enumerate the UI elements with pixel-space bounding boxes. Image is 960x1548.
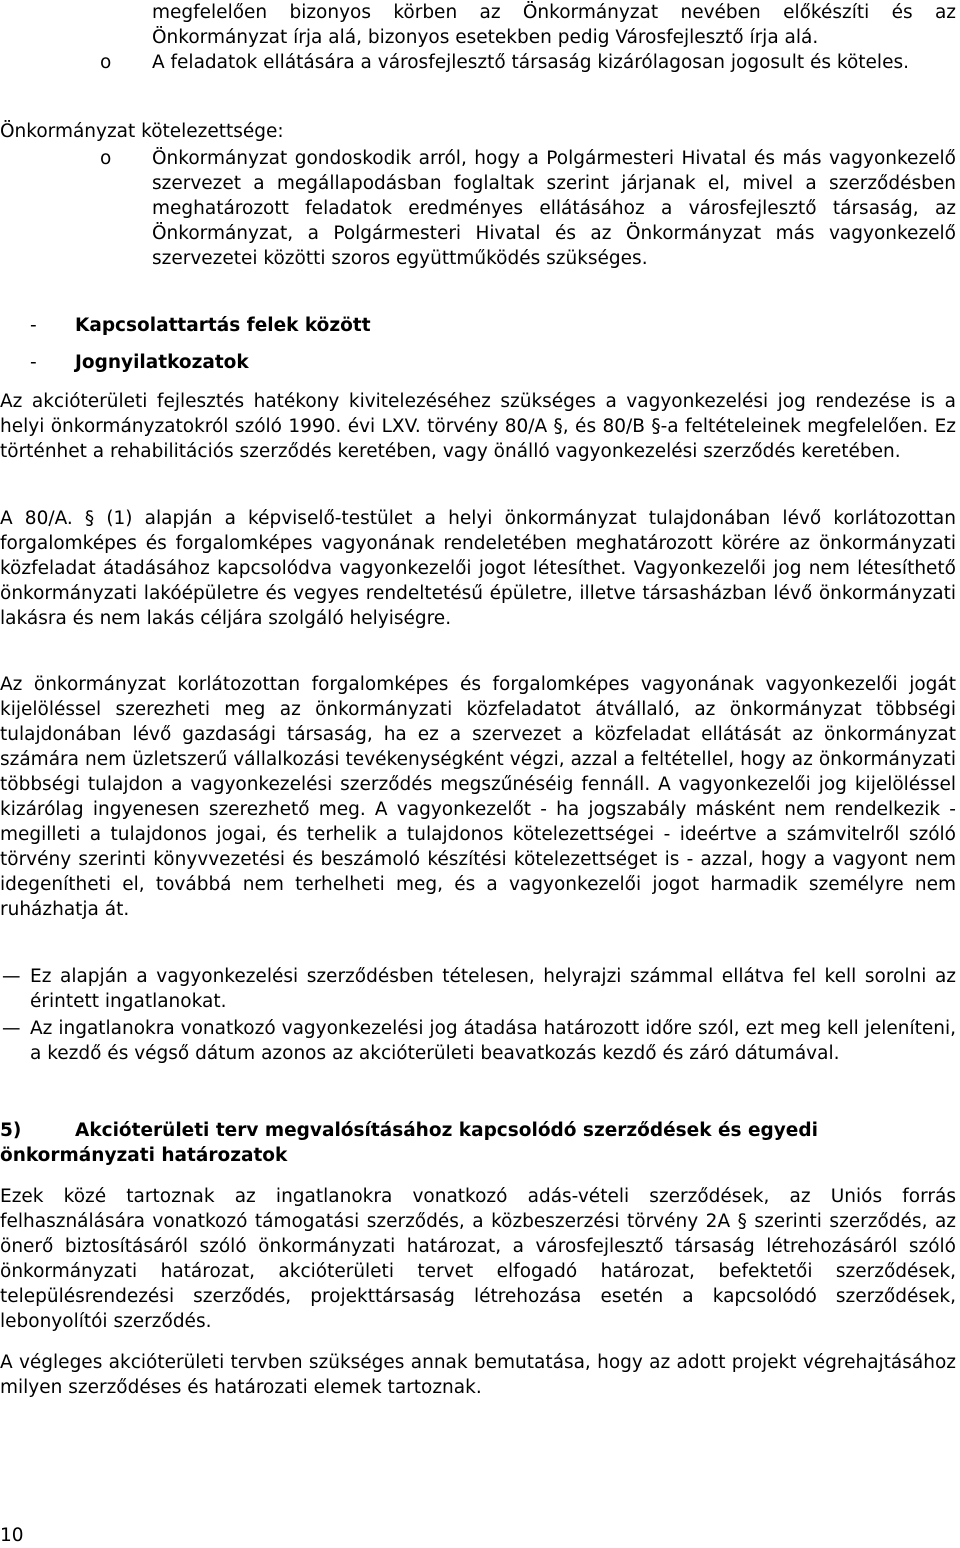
dash-marker: -	[30, 352, 37, 373]
continuation-text: megfelelően bizonyos körben az Önkormányzat nevében előkészíti és az Önkormányzat írja alá, bizonyos esetekben pedig Városfejlesztő írja alá.	[152, 2, 956, 48]
paragraph-vagyonkezelesi-jog: Az akcióterületi fejlesztés hatékony kivitelezéséhez szükséges a vagyonkezelési jog rendezése is a helyi önkormányzatokról szóló 1990. évi LXV. törvény 80/A §, és 80/B §-a feltételeinek megfelelően. Ez történhet a rehabilitációs szerződés keretében, vagy önálló vagyonkezelési szerződés keretében.	[0, 391, 956, 462]
continuation-paragraph	[0, 0, 956, 50]
dash-marker: —	[2, 966, 21, 987]
bullet-marker: o	[100, 52, 112, 73]
list-item	[0, 1016, 956, 1066]
heading-kapcsolattartas	[0, 313, 956, 338]
dash-marker: -	[30, 315, 37, 336]
bullet-text: A feladatok ellátására a városfejlesztő társaság kizárólagosan jogosult és köteles.	[152, 52, 909, 73]
bullet-text: Önkormányzat gondoskodik arról, hogy a Polgármesteri Hivatal és más vagyonkezelő szervezet a megállapodásban foglaltak szerint járjanak el, mivel a szerződésben meghatározott feladatok eredményes ellátásához a városfejlesztő társaság, az Önkormányzat, a Polgármesteri Hivatal és az Önkormányzat más vagyonkezelő szervezetei közötti szoros együttműködés szükséges.	[152, 148, 956, 269]
paragraph-szerzodesek: Ezek közé tartoznak az ingatlanokra vonatkozó adás-vételi szerződések, az Uniós forrás felhasználására vonatkozó támogatási szerződés, a közbeszerzési törvény 2A § szerinti szerződés, az önerő biztosításáról szóló önkormányzati határozat, a városfejlesztő társaság létrehozásáról szóló önkormányzati határozat, akcióterületi tervet elfogadó határozat, befektetői szerződések, településrendezési szerződés, projekttársaság létrehozása esetén a kapcsolódó szerződések, lebonyolítói szerződés.	[0, 1186, 956, 1332]
dash-marker: —	[2, 1018, 21, 1039]
paragraph-vegleges-terv: A végleges akcióterületi tervben szükséges annak bemutatása, hogy az adott projekt végrehajtásához milyen szerződéses és határozati elemek tartoznak.	[0, 1352, 956, 1398]
paragraph-80a: A 80/A. § (1) alapján a képviselő-testület a helyi önkormányzat tulajdonában lévő korlátozottan forgalomképes és forgalomképes vagyonának rendeletében meghatározott körére az önkormányzati közfeladat átadásához kapcsolódva vagyonkezelői jogot létesíthet. Vagyonkezelői jog nem létesíthető önkormányzati lakóépületre és vegyes rendeltetésű épületre, illetve társasházban lévő önkormányzati lakásra és nem lakás céljára szolgáló helyiségre.	[0, 508, 956, 629]
section-heading	[0, 1118, 956, 1168]
heading-text: Jognyilatkozatok	[75, 352, 249, 373]
heading-text: Kapcsolattartás felek között	[75, 315, 371, 336]
paragraph-vagyonkezeloi-jog: Az önkormányzat korlátozottan forgalomképes és forgalomképes vagyonának vagyonkezelői jogát kijelöléssel szerezheti meg az önkormányzati közfeladatot átvállaló, az önkormányzat többségi tulajdonában lévő gazdasági társaság, ha ez a szervezet a közfeladat ellátását az önkormányzat számára nem üzletszerű vállalkozási tevékenységként végzi, azzal a feltétellel, hogy az önkormányzati többségi tulajdon a vagyonkezelési szerződés megszűnéséig fennáll. A vagyonkezelői jog kijelöléssel kizárólag ingyenesen szerezhető meg. A vagyonkezelőt - ha jogszabály másként nem rendelkezik - megilleti a tulajdonos jogai, és terhelik a tulajdonos kötelezettségei - ideértve a számvitelről szóló törvény szerinti könyvvezetési és beszámoló készítési kötelezettséget is - azzal, hogy a vagyont nem idegenítheti el, továbbá nem terhelheti meg, és a vagyonkezelői jogot harmadik személyre nem ruházhatja át.	[0, 674, 956, 920]
section-number: 5)	[0, 1120, 22, 1141]
list-item	[0, 964, 956, 1014]
bullet-marker: o	[100, 148, 112, 169]
section-title: Akcióterületi terv megvalósításához kapcsolódó szerződések és egyedi önkormányzati határozatok	[0, 1120, 818, 1166]
bullet-item-feladatok	[0, 50, 956, 75]
onkormanyzat-heading: Önkormányzat kötelezettsége:	[0, 121, 284, 142]
page-number: 10	[0, 1525, 24, 1546]
bullet-item-onkormanyzat	[0, 146, 956, 271]
list-item-text: Az ingatlanokra vonatkozó vagyonkezelési jog átadása határozott időre szól, ezt meg kell jeleníteni, a kezdő és végső dátum azonos az akcióterületi beavatkozás kezdő és záró dátumával.	[30, 1018, 956, 1064]
heading-jognyilatkozatok	[0, 350, 956, 375]
list-item-text: Ez alapján a vagyonkezelési szerződésben tételesen, helyrajzi számmal ellátva fel kell sorolni az érintett ingatlanokat.	[30, 966, 956, 1012]
